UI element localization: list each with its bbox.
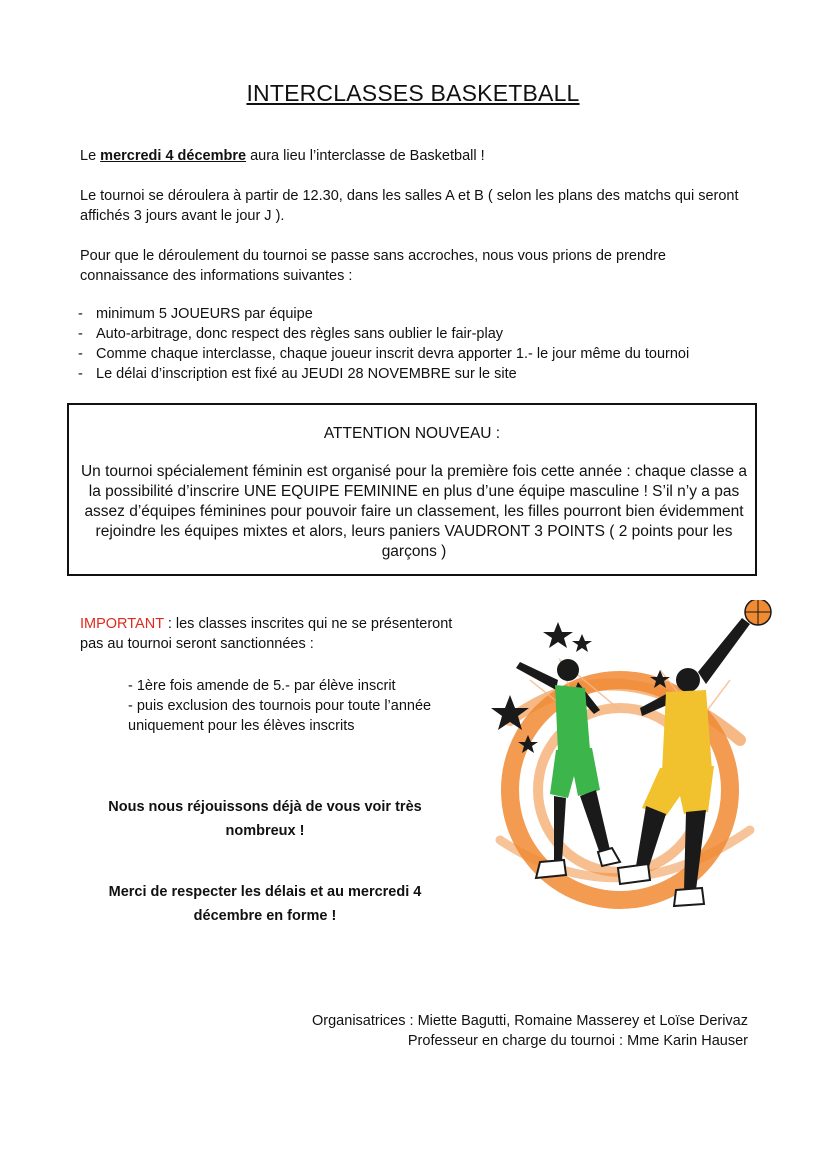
rule-text: Comme chaque interclasse, chaque joueur inscrit devra apporter 1.- le jour même du tournoi: [96, 346, 690, 362]
intro-suffix: aura lieu l’interclasse de Basketball !: [246, 148, 485, 164]
attention-box: [67, 403, 757, 576]
bullet-dash: -: [78, 306, 83, 322]
bullet-dash: -: [78, 346, 83, 362]
list-item: - 1ère fois amende de 5.- par élève inscrit: [128, 678, 396, 694]
closing-reminder: Merci de respecter les délais et au mercredi 4 décembre en forme !: [108, 884, 422, 924]
page-title: INTERCLASSES BASKETBALL: [246, 80, 580, 106]
important-label: IMPORTANT: [80, 616, 164, 632]
bullet-dash: -: [78, 366, 83, 382]
rule-text: minimum 5 JOUEURS par équipe: [96, 306, 313, 322]
list-item: [78, 344, 758, 364]
organisers-line: Organisatrices : Miette Bagutti, Romaine Masserey et Loïse Derivaz: [312, 1013, 748, 1029]
rule-text: Le délai d’inscription est fixé au JEUDI 28 NOVEMBRE sur le site: [96, 366, 517, 382]
important-notice: [80, 614, 460, 654]
list-item: [78, 304, 758, 324]
list-item: - puis exclusion des tournois pour toute l’année uniquement pour les élèves inscrits: [128, 698, 432, 734]
list-item: [78, 324, 758, 344]
attention-title: ATTENTION NOUVEAU :: [323, 425, 501, 442]
basketball-players-illustration: [470, 600, 780, 925]
organisers-block: [312, 1011, 748, 1051]
info-paragraph: Pour que le déroulement du tournoi se passe sans accroches, nous vous prions de prendre connaissance des informations suivantes :: [80, 248, 666, 284]
rule-text: Auto-arbitrage, donc respect des règles sans oublier le fair-play: [96, 326, 504, 342]
location-paragraph: Le tournoi se déroulera à partir de 12.30, dans les salles A et B ( selon les plans des matchs qui seront affichés 3 jours avant le jour J ).: [80, 188, 739, 224]
teacher-line: Professeur en charge du tournoi : Mme Karin Hauser: [407, 1033, 748, 1049]
important-text: : les classes inscrites qui ne se présenteront pas au tournoi seront sanctionnées :: [80, 616, 453, 652]
intro-paragraph: [80, 146, 750, 166]
list-item: [78, 364, 758, 384]
star-icon: [543, 622, 573, 648]
event-date: mercredi 4 décembre: [100, 148, 247, 164]
sanctions-list: [128, 676, 448, 736]
rules-list: [78, 304, 758, 384]
closing-message: Nous nous réjouissons déjà de vous voir très nombreux !: [108, 799, 422, 839]
intro-prefix: Le: [80, 148, 101, 164]
star-icon: [572, 634, 592, 652]
bullet-dash: -: [78, 326, 83, 342]
attention-body: Un tournoi spécialement féminin est organisé pour la première fois cette année : chaque classe a la possibilité d’inscrire UNE EQUIPE FEMININE en plus d’une équipe masculine ! S’il n’y a pas assez d’équipes féminines pour pouvoir faire un classement, les filles pourront bien évidemment rejoindre les équipes mixtes et alors, leurs paniers VAUDRONT 3 POINTS ( 2 points pour les garçons ): [80, 463, 747, 560]
